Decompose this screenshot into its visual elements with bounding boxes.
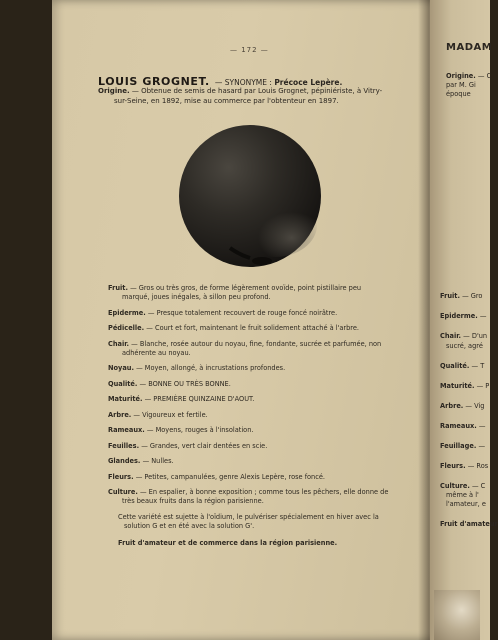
synonym-value: Précoce Lepère. [274,78,343,87]
note-line-1: Cette variété est sujette à l'oïdium, le pulvériser spécialement en hiver avec la [118,512,379,521]
final-line: Fruit d'amateur et de commerce dans la région parisienne. [118,538,338,547]
page-number: — 172 — [230,46,269,54]
desc-text: — Nulles. [142,457,174,465]
right-item-label: Culture. [440,482,470,490]
right-item-text: sucré, agré [446,342,483,350]
right-item [440,382,489,391]
note-line-2: solution G et en été avec la solution G'. [124,521,255,530]
right-item-label: Fruit d'amateur [440,520,498,528]
desc-label: Fruit. [108,284,128,292]
right-item-text: — D'un [463,332,488,340]
desc-text: — Gros ou très gros, de forme légèrement ovoïde, point pistillaire peu [130,284,362,292]
desc-text: — PREMIÈRE QUINZAINE D'AOUT. [144,395,255,403]
desc-culture [108,488,446,506]
right-item [440,520,498,529]
right-origin-line: — C [477,72,492,80]
desc-fleurs [108,473,446,482]
right-item-label: Feuillage. [440,442,477,450]
right-item [440,362,484,371]
right-item-text: — [479,312,487,320]
right-item [440,442,485,451]
desc-text: — Grandes, vert clair dentées en scie. [141,441,268,450]
desc-label: Pédicelle. [108,324,145,332]
desc-chair [108,340,446,358]
right-origin-line: par M. Gi [446,81,476,89]
right-item [440,462,488,471]
right-item-text: — Gro [462,292,483,300]
desc-label: Feuilles. [108,441,140,450]
right-item [440,482,485,491]
desc-arbre [108,411,446,420]
desc-label: Noyau. [108,364,134,372]
right-item-label: Arbre. [440,402,464,410]
desc-cont: adhérente au noyau. [122,348,191,357]
right-origin-label: Origine. [446,72,476,80]
desc-maturite [108,395,446,404]
desc-fruit [108,284,446,302]
desc-label: Fleurs. [108,472,134,481]
right-item [440,422,485,431]
origin-line-1: — Obtenue de semis de hasard par Louis Grognet, pépiniériste, à Vitry- [131,87,383,95]
origin-label: Origine. [98,87,130,95]
desc-text: — Petites, campanulées, genre Alexis Lepère, rose foncé. [135,472,326,481]
right-item [440,332,487,341]
right-item-text: — [478,422,486,430]
desc-text: — Vigoureux et fertile. [133,410,208,419]
desc-rameaux [108,426,446,435]
right-item-text: l'amateur, e [446,500,486,508]
right-item-text: — P [476,382,490,390]
note-paragraph [118,513,446,531]
right-page-origin [446,72,491,99]
desc-label: Glandes. [108,457,141,465]
right-item-text: — Vig [465,402,485,410]
right-item-label: Chair. [440,332,462,340]
right-item [440,402,485,411]
right-item-label: Fruit. [440,292,460,300]
peach-photo [170,120,330,270]
right-item-label: Rameaux. [440,422,477,430]
right-item-label: Fleurs. [440,462,466,470]
right-item-text: — T [471,362,485,370]
desc-label: Epiderme. [108,308,146,317]
synonym-prefix: — SYNONYME : [214,78,272,87]
origin-paragraph [98,86,433,106]
desc-epiderme [108,309,446,318]
desc-text: — Moyen, allongé, à incrustations profondes. [136,364,286,372]
desc-text: — Presque totalement recouvert de rouge foncé noirâtre. [147,308,338,317]
desc-label: Rameaux. [108,426,145,434]
right-item [446,342,483,351]
right-item-label: Epiderme. [440,312,478,320]
desc-label: Chair. [108,339,130,348]
right-page [430,0,498,640]
desc-text: — BONNE OU TRÈS BONNE. [139,379,231,388]
page-edge-highlight [434,590,480,640]
origin-line-2: sur-Seine, en 1892, mise au commerce par l'obtenteur en 1897. [114,97,339,105]
desc-glandes [108,457,446,466]
right-item-label: Maturité. [440,382,475,390]
right-item [446,500,486,509]
right-item-text: même à l' [446,491,479,499]
right-item [440,292,482,301]
desc-text: — En espalier, à bonne exposition ; comme tous les pêchers, elle donne de [139,488,389,496]
desc-label: Arbre. [108,410,132,419]
desc-noyau [108,364,446,373]
desc-label: Maturité. [108,395,143,403]
description-list [108,284,446,548]
right-item [446,491,479,500]
desc-cont: marqué, joues inégales, à sillon peu profond. [122,293,271,301]
right-page-title: MADAM [446,42,493,53]
desc-cont: très beaux fruits dans la région parisienne. [122,497,264,505]
right-item-text: — Ros [467,462,489,470]
desc-qualite [108,380,446,389]
desc-text: — Moyens, rouges à l'insolation. [146,426,254,434]
right-item-label: Qualité. [440,362,470,370]
desc-label: Culture. [108,488,138,496]
right-origin-line: époque [446,90,471,98]
left-page [52,0,444,640]
desc-text: — Blanche, rosée autour du noyau, fine, fondante, sucrée et parfumée, non [131,339,382,348]
desc-label: Qualité. [108,379,138,388]
right-item [440,312,486,321]
right-item-text: — [478,442,486,450]
variety-title: LOUIS GROGNET. [98,75,210,88]
desc-text: — Court et fort, maintenant le fruit solidement attaché à l'arbre. [146,324,360,332]
right-item-text: — C [471,482,486,490]
desc-feuilles [108,442,446,451]
desc-pedicelle [108,324,446,333]
